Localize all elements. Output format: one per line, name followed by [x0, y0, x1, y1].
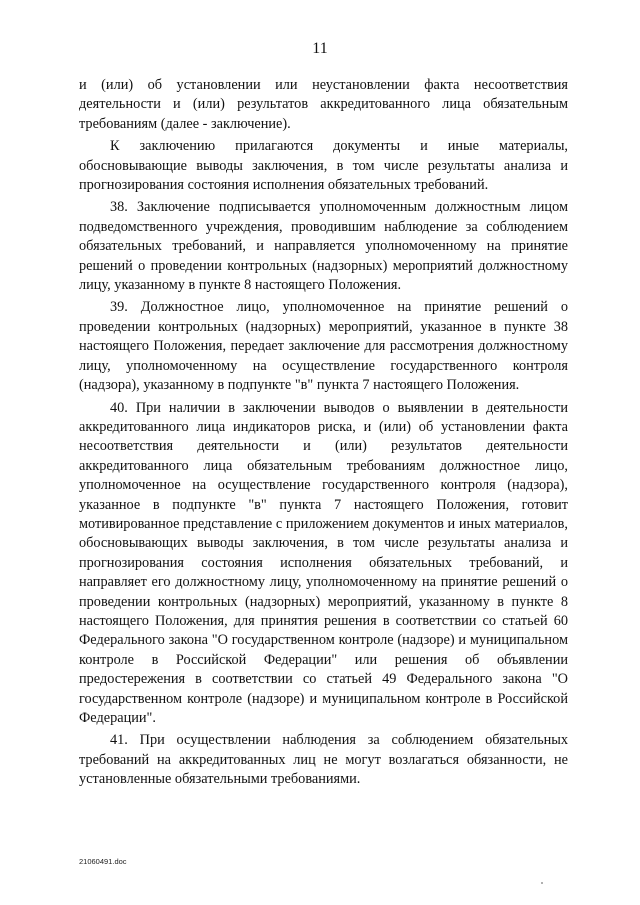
- page-number: 11: [312, 40, 328, 57]
- paragraph-39: 39. Должностное лицо, уполномоченное на принятие решений о проведении контрольных (надзорных) мероприятий, указанное в пункте 38 настоящего Положения, передает заключение для рассмотрения должностному лицу, уполномоченному на осуществление государственного контроля (надзора), указанному в подпункте "в" пункта 7 настоящего Положения.: [79, 299, 568, 394]
- paragraph-1: и (или) об установлении или неустановлении факта несоответствия деятельности и (или) результатов аккредитованного лица обязательным требованиям (далее - заключение).: [79, 77, 568, 132]
- footer-filename: 21060491.doc: [79, 857, 127, 866]
- paragraph-38: 38. Заключение подписывается уполномоченным должностным лицом подведомственного учреждения, проводившим наблюдение за соблюдением обязательных требований, и направляется уполномоченному на принятие решений о проведении контрольных (надзорных) мероприятий должностному лицу, указанному в пункте 8 настоящего Положения.: [79, 199, 568, 294]
- paragraph-40: 40. При наличии в заключении выводов о выявлении в деятельности аккредитованного лица индикаторов риска, и (или) об установлении факта несоответствия деятельности и (или) результатов деятельности аккредитованного лица обязательным требованиям должностное лицо, уполномоченное на осуществление государственного контроля (надзора), указанное в подпункте "в" пункта 7 настоящего Положения, готовит мотивированное представление с приложением документов и иных материалов, обосновывающих выводы заключения, в том числе результаты анализа и прогнозирования состояния исполнения обязательных требований, и направляет его должностному лицу, уполномоченному на принятие решений о проведении контрольных (надзорных) мероприятий, указанному в пункте 8 настоящего Положения, для принятия решения в соответствии со статьей 60 Федерального закона "О государственном контроле (надзоре) и муниципальном контроле в Российской Федерации" или решения об объявлении предостережения в соответствии со статьей 49 Федерального закона "О государственном контроле (надзоре) и муниципальном контроле в Российской Федерации".: [79, 399, 568, 726]
- scan-speck: [541, 882, 543, 884]
- paragraph-41: 41. При осуществлении наблюдения за соблюдением обязательных требований на аккредитованных лиц не могут возлагаться обязанности, не установленные обязательными требованиями.: [79, 732, 568, 788]
- document-body: [79, 76, 568, 793]
- paragraph-2: К заключению прилагаются документы и иные материалы, обосновывающие выводы заключения, в том числе результаты анализа и прогнозирования состояния исполнения обязательных требований.: [79, 138, 568, 194]
